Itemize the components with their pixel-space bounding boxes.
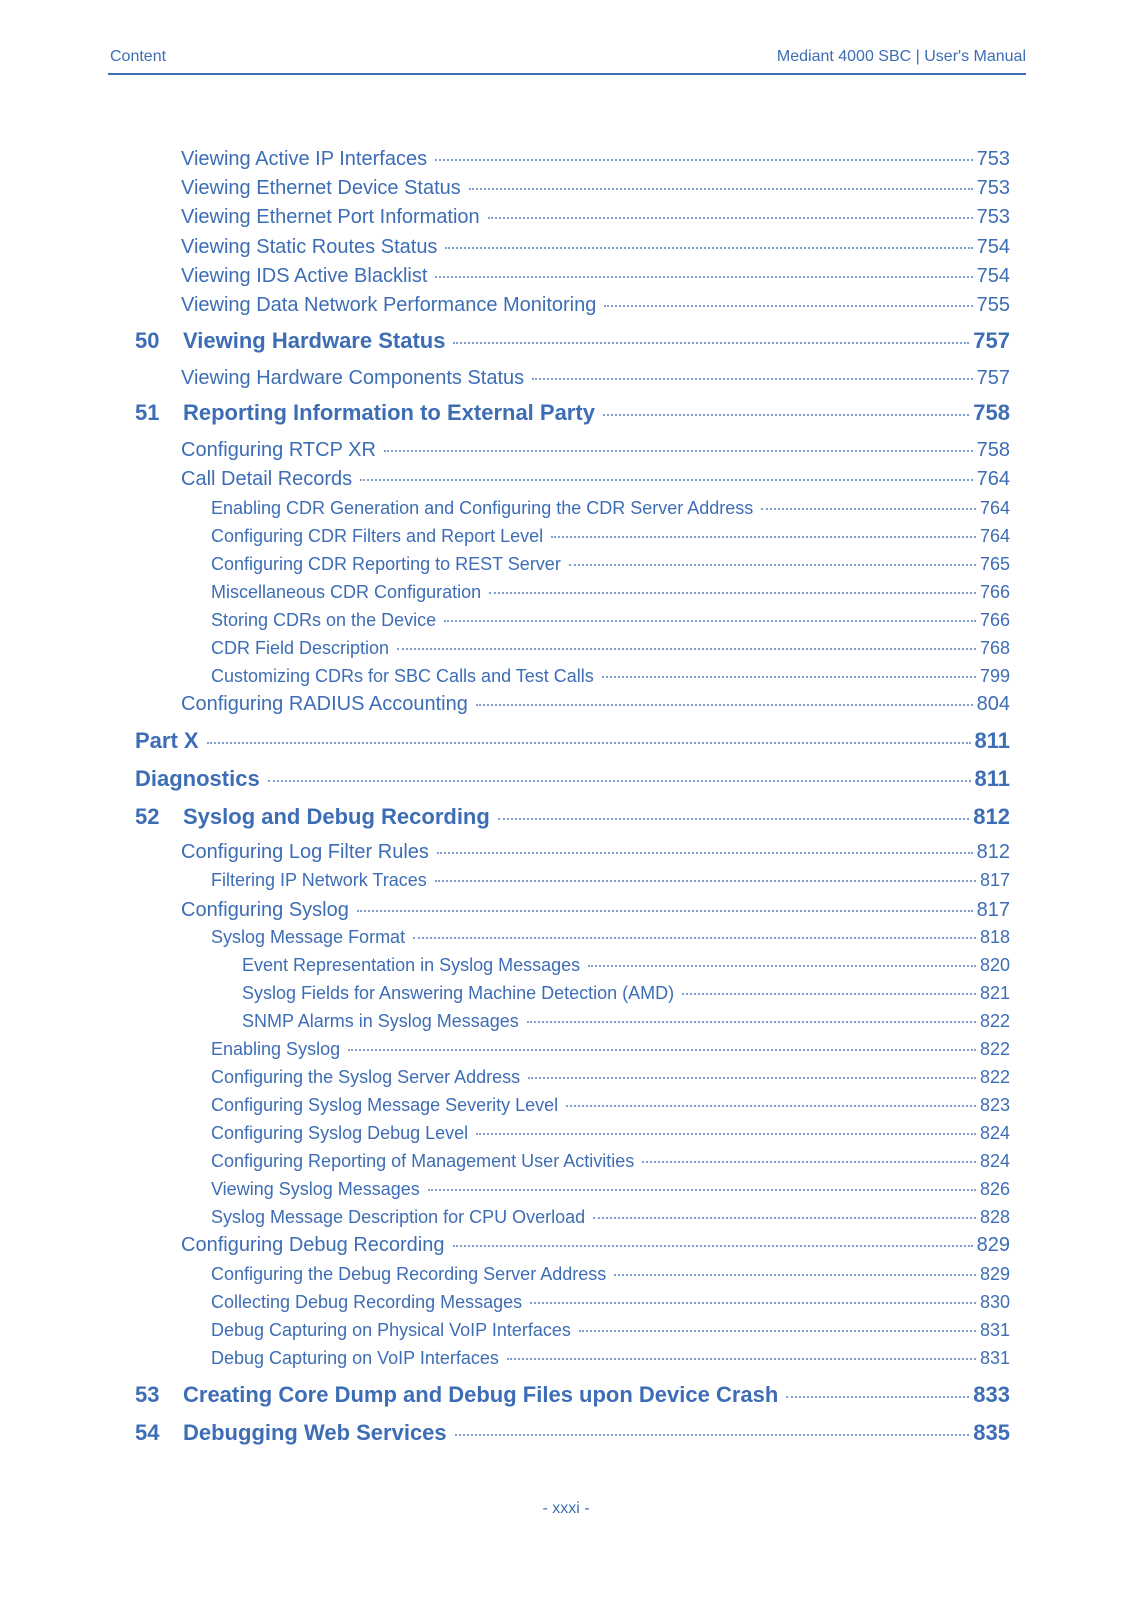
dot-leader (532, 378, 972, 380)
toc-entry[interactable] (0, 766, 1010, 792)
toc-entry[interactable] (0, 1292, 1010, 1313)
toc-entry[interactable] (0, 554, 1010, 575)
dot-leader (444, 620, 976, 622)
toc-entry[interactable] (0, 582, 1010, 603)
toc-entry[interactable] (0, 955, 1010, 976)
toc-entry-title[interactable]: Syslog and Debug Recording (183, 804, 490, 829)
toc-entry[interactable] (0, 439, 1010, 462)
toc-entry[interactable] (0, 367, 1010, 390)
dot-leader (435, 159, 973, 161)
toc-entry-title[interactable]: Configuring Syslog (181, 899, 349, 921)
toc-entry[interactable] (0, 498, 1010, 519)
toc-entry-title[interactable]: Part X (135, 728, 199, 753)
toc-entry[interactable] (0, 328, 1010, 354)
chapter-number: 53 (135, 1382, 160, 1407)
toc-entry-page-number[interactable]: 829 (979, 1264, 1010, 1284)
toc-entry-page-number[interactable]: 766 (979, 582, 1010, 602)
dot-leader (527, 1021, 976, 1023)
toc-entry-page-number[interactable]: 768 (979, 638, 1010, 658)
toc-entry-page-number[interactable]: 766 (979, 610, 1010, 630)
toc-entry-page-number[interactable]: 754 (976, 236, 1010, 258)
toc-entry-page-number[interactable]: 822 (979, 1039, 1010, 1059)
chapter-number: 54 (135, 1420, 160, 1445)
dot-leader (488, 217, 973, 219)
toc-entry-page-number[interactable]: 804 (976, 693, 1010, 715)
toc-entry-page-number[interactable]: 754 (976, 265, 1010, 287)
toc-entry-title[interactable]: Storing CDRs on the Device (211, 610, 437, 630)
dot-leader (357, 910, 973, 912)
toc-entry-title[interactable]: Viewing Active IP Interfaces (181, 148, 428, 170)
chapter-number: 52 (135, 804, 160, 829)
toc-entry-page-number[interactable]: 764 (979, 526, 1010, 546)
toc-entry-page-number[interactable]: 824 (979, 1123, 1010, 1143)
toc-entry-title[interactable]: Configuring Debug Recording (181, 1234, 445, 1256)
toc-entry[interactable] (0, 1264, 1010, 1285)
dot-leader (435, 880, 976, 882)
toc-entry-title[interactable]: Debug Capturing on Physical VoIP Interfaces (211, 1320, 571, 1340)
dot-leader (453, 342, 969, 344)
dot-leader (437, 852, 973, 854)
toc-entry-title[interactable]: Viewing Ethernet Port Information (181, 206, 480, 228)
toc-entry[interactable] (0, 468, 1010, 491)
dot-leader (551, 536, 976, 538)
dot-leader (642, 1161, 976, 1163)
toc-entry-page-number[interactable]: 811 (974, 766, 1010, 791)
toc-entry-page-number[interactable]: 829 (976, 1234, 1010, 1256)
toc-entry-title[interactable]: Event Representation in Syslog Messages (242, 955, 581, 975)
toc-entry[interactable] (0, 1348, 1010, 1369)
toc-entry-page-number[interactable]: 821 (979, 983, 1010, 1003)
toc-entry-title[interactable]: Viewing Hardware Status (183, 328, 446, 353)
toc-entry-title[interactable]: Configuring Log Filter Rules (181, 841, 429, 863)
toc-entry-title[interactable]: Enabling Syslog (211, 1039, 341, 1059)
toc-entry-page-number[interactable]: 823 (979, 1095, 1010, 1115)
toc-entry-title[interactable]: CDR Field Description (211, 638, 390, 658)
toc-entry-page-number[interactable]: 811 (974, 728, 1010, 753)
dot-leader (469, 188, 973, 190)
toc-entry-title[interactable]: Debugging Web Services (183, 1420, 447, 1445)
dot-leader (530, 1302, 976, 1304)
toc-entry-title[interactable]: SNMP Alarms in Syslog Messages (242, 1011, 519, 1031)
dot-leader (566, 1105, 976, 1107)
toc-entry[interactable] (0, 177, 1010, 200)
toc-entry[interactable] (0, 1095, 1010, 1116)
toc-entry-page-number[interactable]: 765 (979, 554, 1010, 574)
toc-entry-page-number[interactable]: 817 (976, 899, 1010, 921)
toc-entry-title[interactable]: Configuring the Debug Recording Server Address (211, 1264, 607, 1284)
toc-entry-title[interactable]: Configuring the Syslog Server Address (211, 1067, 521, 1087)
dot-leader (614, 1274, 976, 1276)
dot-leader (435, 276, 972, 278)
dot-leader (207, 742, 971, 744)
toc-entry-title[interactable]: Viewing Data Network Performance Monitoring (181, 294, 597, 316)
dot-leader (588, 965, 976, 967)
toc-entry-page-number[interactable]: 753 (976, 177, 1010, 199)
toc-entry[interactable] (0, 1320, 1010, 1341)
toc-entry[interactable] (0, 666, 1010, 687)
toc-entry[interactable] (0, 1067, 1010, 1088)
dot-leader (397, 648, 976, 650)
dot-leader (579, 1330, 976, 1332)
toc-entry-page-number[interactable]: 818 (979, 927, 1010, 947)
chapter-number: 51 (135, 400, 160, 425)
header-manual-title: Mediant 4000 SBC | User's Manual (776, 48, 1026, 65)
toc-entry-title[interactable]: Viewing Static Routes Status (181, 236, 438, 258)
toc-entry-title[interactable]: Configuring CDR Reporting to REST Server (211, 554, 561, 574)
toc-entry-page-number[interactable]: 764 (976, 468, 1010, 490)
toc-entry-title[interactable]: Configuring RADIUS Accounting (181, 693, 468, 715)
toc-entry-page-number[interactable]: 833 (973, 1382, 1010, 1407)
toc-entry[interactable] (0, 693, 1010, 716)
toc-entry-title[interactable]: Syslog Fields for Answering Machine Detection (AMD) (242, 983, 675, 1003)
toc-entry-title[interactable]: Viewing Hardware Components Status (181, 367, 525, 389)
toc-entry-title[interactable]: Debug Capturing on VoIP Interfaces (211, 1348, 499, 1368)
toc-entry[interactable] (0, 1382, 1010, 1408)
toc-entry-title[interactable]: Collecting Debug Recording Messages (211, 1292, 523, 1312)
toc-entry[interactable] (0, 1123, 1010, 1144)
toc-entry-page-number[interactable]: 835 (973, 1420, 1010, 1445)
toc-entry-page-number[interactable]: 822 (979, 1067, 1010, 1087)
dot-leader (476, 1133, 976, 1135)
toc-entry-page-number[interactable]: 764 (979, 498, 1010, 518)
toc-entry-page-number[interactable]: 828 (979, 1207, 1010, 1227)
toc-entry-page-number[interactable]: 757 (973, 328, 1010, 353)
toc-entry-page-number[interactable]: 817 (979, 870, 1010, 890)
dot-leader (455, 1434, 970, 1436)
toc-entry[interactable] (0, 1234, 1010, 1257)
dot-leader (498, 818, 969, 820)
toc-entry-page-number[interactable]: 824 (979, 1151, 1010, 1171)
toc-entry-title[interactable]: Syslog Message Description for CPU Overload (211, 1207, 586, 1227)
toc-entry-title[interactable]: Viewing Syslog Messages (211, 1179, 420, 1199)
toc-entry[interactable] (0, 638, 1010, 659)
toc-entry-title[interactable]: Configuring Syslog Debug Level (211, 1123, 469, 1143)
toc-entry[interactable] (0, 927, 1010, 948)
toc-entry[interactable] (0, 804, 1010, 830)
toc-entry-page-number[interactable]: 758 (973, 400, 1010, 425)
toc-entry-page-number[interactable]: 826 (979, 1179, 1010, 1199)
toc-entry-title[interactable]: Diagnostics (135, 766, 260, 791)
dot-leader (428, 1189, 976, 1191)
dot-leader (348, 1049, 976, 1051)
dot-leader (445, 247, 972, 249)
toc-entry-title[interactable]: Customizing CDRs for SBC Calls and Test Calls (211, 666, 594, 686)
dot-leader (384, 450, 973, 452)
toc-entry-page-number[interactable]: 812 (976, 841, 1010, 863)
dot-leader (593, 1217, 976, 1219)
toc-entry[interactable] (0, 870, 1010, 891)
dot-leader (476, 704, 973, 706)
dot-leader (528, 1077, 976, 1079)
toc-entry-title[interactable]: Viewing Ethernet Device Status (181, 177, 461, 199)
toc-entry[interactable] (0, 526, 1010, 547)
toc-entry[interactable] (0, 148, 1010, 171)
toc-entry-title[interactable]: Creating Core Dump and Debug Files upon Device Crash (183, 1382, 779, 1407)
toc-entry[interactable] (0, 1207, 1010, 1228)
dot-leader (413, 937, 976, 939)
toc-entry[interactable] (0, 400, 1010, 426)
toc-entry[interactable] (0, 728, 1010, 754)
dot-leader (569, 564, 976, 566)
page-number: - xxxi - (542, 1500, 590, 1517)
toc-entry-page-number[interactable]: 820 (979, 955, 1010, 975)
toc-entry[interactable] (0, 899, 1010, 922)
dot-leader (268, 780, 971, 782)
toc-entry-title[interactable]: Miscellaneous CDR Configuration (211, 582, 482, 602)
toc-entry[interactable] (0, 1151, 1010, 1172)
toc-entry-page-number[interactable]: 830 (979, 1292, 1010, 1312)
dot-leader (604, 305, 972, 307)
header-rule (108, 73, 1026, 75)
toc-entry-title[interactable]: Filtering IP Network Traces (211, 870, 427, 890)
dot-leader (761, 508, 976, 510)
dot-leader (786, 1396, 969, 1398)
toc-entry-page-number[interactable]: 799 (979, 666, 1010, 686)
toc-entry[interactable] (0, 236, 1010, 259)
toc-entry-page-number[interactable]: 812 (973, 804, 1010, 829)
chapter-number: 50 (135, 328, 160, 353)
toc-entry-title[interactable]: Configuring Syslog Message Severity Level (211, 1095, 559, 1115)
toc-entry-title[interactable]: Configuring CDR Filters and Report Level (211, 526, 544, 546)
toc-entry-page-number[interactable]: 753 (976, 148, 1010, 170)
header-section-label: Content (110, 48, 167, 65)
dot-leader (360, 479, 972, 481)
toc-entry-page-number[interactable]: 758 (976, 439, 1010, 461)
toc-entry-page-number[interactable]: 755 (976, 294, 1010, 316)
dot-leader (507, 1358, 976, 1360)
toc-entry-page-number[interactable]: 831 (979, 1320, 1010, 1340)
dot-leader (602, 676, 976, 678)
toc-entry[interactable] (0, 610, 1010, 631)
toc-entry[interactable] (0, 294, 1010, 317)
toc-entry[interactable] (0, 841, 1010, 864)
dot-leader (453, 1245, 973, 1247)
toc-entry-title[interactable]: Viewing IDS Active Blacklist (181, 265, 428, 287)
toc-entry-page-number[interactable]: 757 (976, 367, 1010, 389)
toc-entry[interactable] (0, 1011, 1010, 1032)
toc-entry[interactable] (0, 206, 1010, 229)
dot-leader (603, 414, 969, 416)
dot-leader (682, 993, 976, 995)
toc-entry-title[interactable]: Syslog Message Format (211, 927, 406, 947)
toc-entry-page-number[interactable]: 822 (979, 1011, 1010, 1031)
toc-entry-title[interactable]: Call Detail Records (181, 468, 353, 490)
toc-entry-title[interactable]: Configuring RTCP XR (181, 439, 376, 461)
toc-entry[interactable] (0, 1179, 1010, 1200)
toc-entry-page-number[interactable]: 831 (979, 1348, 1010, 1368)
toc-entry[interactable] (0, 1039, 1010, 1060)
toc-entry[interactable] (0, 983, 1010, 1004)
dot-leader (489, 592, 976, 594)
toc-entry-page-number[interactable]: 753 (976, 206, 1010, 228)
toc-entry[interactable] (0, 1420, 1010, 1446)
toc-entry-title[interactable]: Reporting Information to External Party (183, 400, 595, 425)
toc-entry-title[interactable]: Enabling CDR Generation and Configuring the CDR Server Address (211, 498, 754, 518)
toc-entry-title[interactable]: Configuring Reporting of Management User Activities (211, 1151, 635, 1171)
toc-entry[interactable] (0, 265, 1010, 288)
